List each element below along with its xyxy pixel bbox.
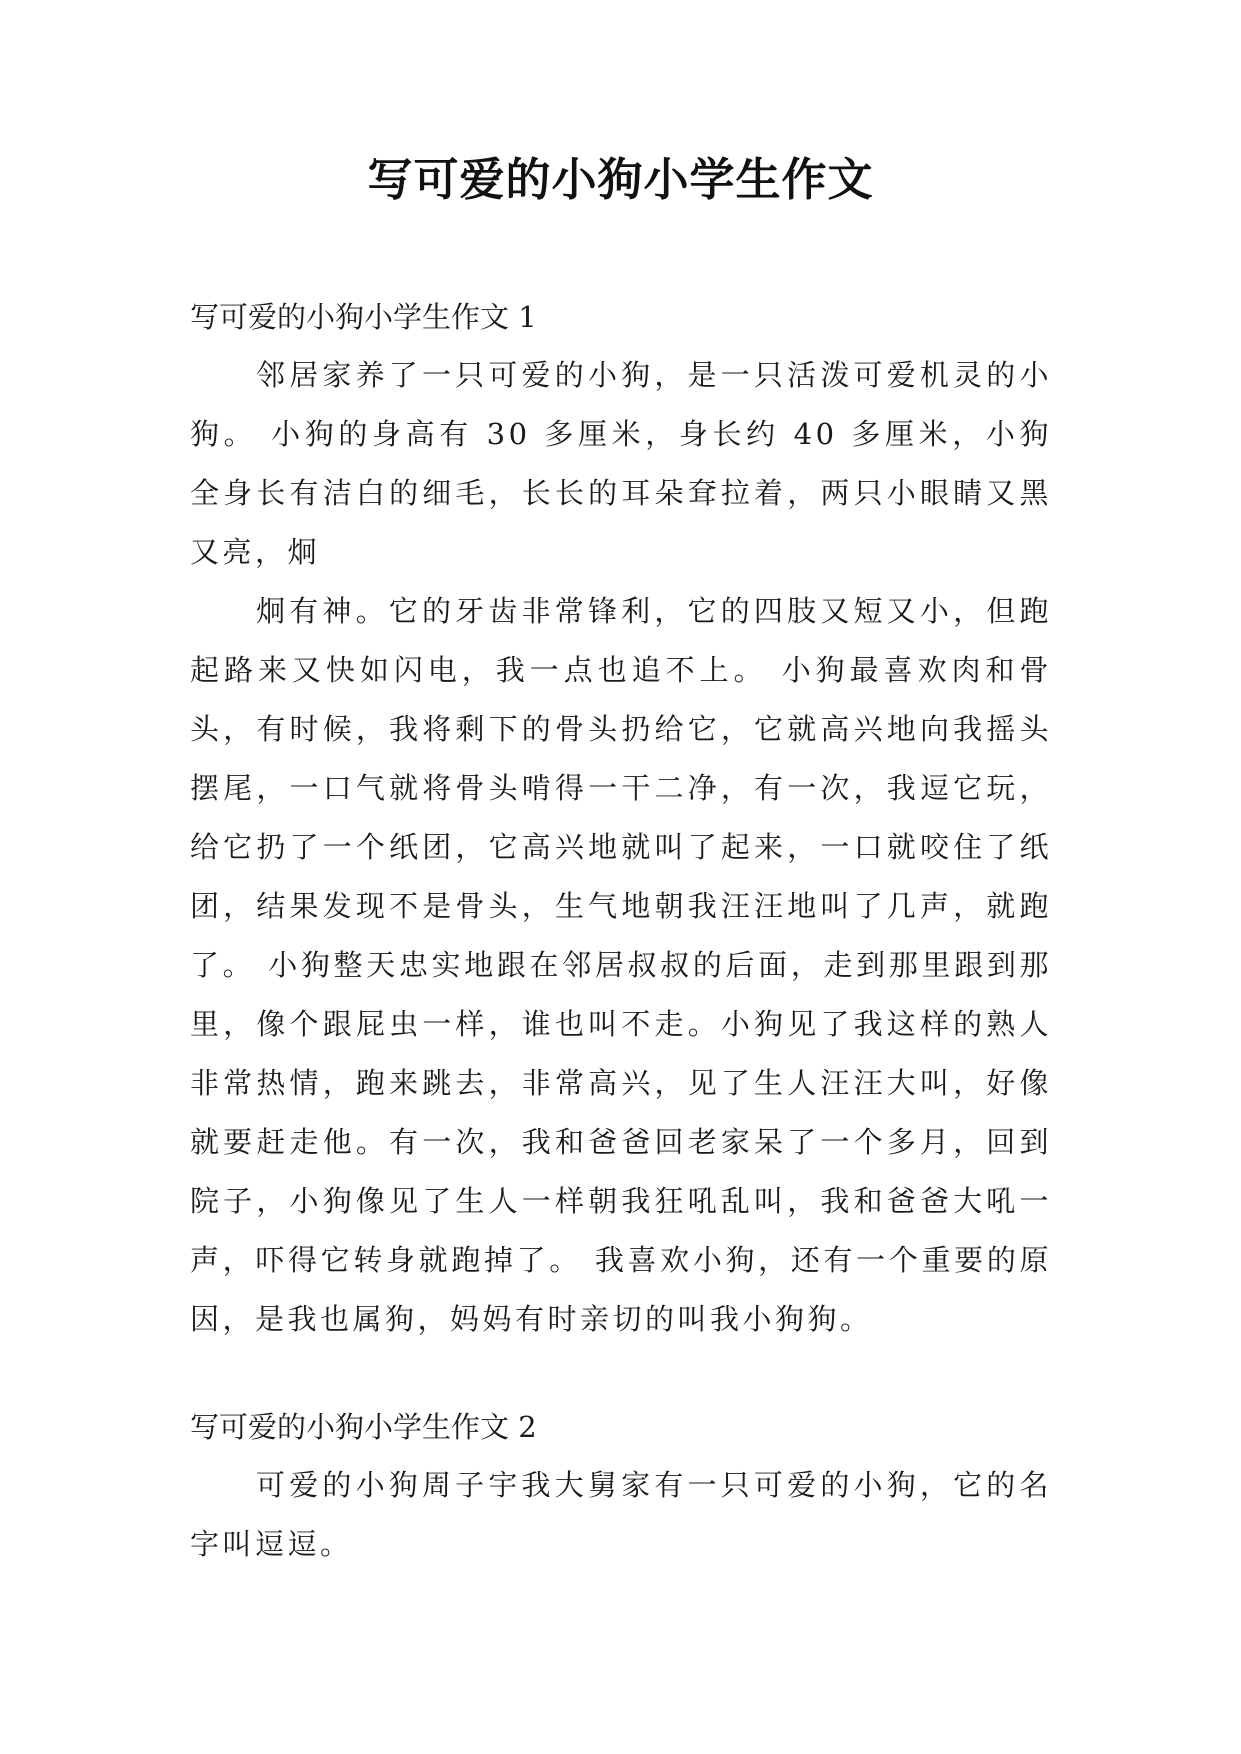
section-heading: 写可爱的小狗小学生作文 2 bbox=[190, 1410, 537, 1444]
section-paragraph: 炯有神。它的牙齿非常锋利，它的四肢又短又小，但跑起路来又快如闪电，我一点也追不上。 小狗最喜欢肉和骨头，有时候，我将剩下的骨头扔给它，它就高兴地向我摇头摆尾，一口气就将骨头啃得一干二净，有一次，我逗它玩，给它扔了一个纸团，它高兴地就叫了起来，一口就咬住了纸团，结果发现不是骨头，生气地朝我汪汪地叫了几声，就跑了。 小狗整天忠实地跟在邻居叔叔的后面，走到那里跟到那里，像个跟屁虫一样，谁也叫不走。小狗见了我这样的熟人非常热情，跑来跳去，非常高兴，见了生人汪汪大叫，好像就要赶走他。有一次，我和爸爸回老家呆了一个多月，回到院子，小狗像见了生人一样朝我狂吼乱叫，我和爸爸大吼一声，吓得它转身就跑掉了。 我喜欢小狗，还有一个重要的原因，是我也属狗，妈妈有时亲切的叫我小狗狗。 bbox=[190, 594, 1052, 1336]
section-paragraph: 可爱的小狗周子宇我大舅家有一只可爱的小狗，它的名字叫逗逗。 bbox=[190, 1468, 1052, 1561]
section-paragraph: 邻居家养了一只可爱的小狗，是一只活泼可爱机灵的小狗。 小狗的身高有 30 多厘米，身长约 40 多厘米，小狗全身长有洁白的细毛，长长的耳朵耷拉着，两只小眼睛又黑又亮，炯 bbox=[190, 358, 1052, 569]
document-title: 写可爱的小狗小学生作文 bbox=[367, 153, 874, 206]
essay-section-2 bbox=[190, 1398, 1052, 1574]
essay-section-1 bbox=[190, 288, 1052, 1349]
section-heading: 写可爱的小狗小学生作文 1 bbox=[190, 300, 537, 334]
